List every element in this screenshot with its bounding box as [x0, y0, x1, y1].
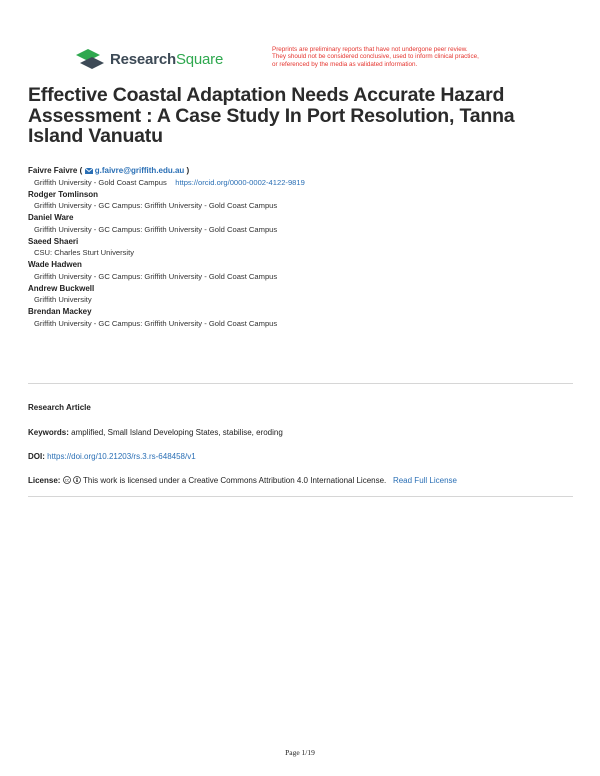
- license-row: [28, 476, 573, 485]
- author-entry: [28, 189, 573, 213]
- doi-row: [28, 452, 573, 461]
- page-header: [0, 0, 600, 80]
- author-affiliation: Griffith University - GC Campus: Griffith University - Gold Coast Campus: [34, 271, 278, 281]
- brand-name: [110, 51, 223, 68]
- author-name: Wade Hadwen: [28, 260, 82, 269]
- email-wrapper: ( g.faivre@griffith.edu.au ): [79, 166, 190, 175]
- author-name: Rodger Tomlinson: [28, 189, 99, 199]
- author-affiliation: Griffith University: [34, 295, 92, 304]
- notice-line: They should not be considered conclusive, used to inform clinical practice,: [272, 53, 479, 61]
- license-label: License:: [28, 476, 61, 485]
- keywords-value: amplified, Small Island Developing States, stabilise, eroding: [71, 428, 283, 437]
- author-entry: [28, 236, 573, 260]
- keywords-row: [28, 428, 573, 437]
- mail-icon: [85, 168, 93, 174]
- author-name-line: [28, 165, 573, 177]
- author-name: Brendan Mackey: [28, 307, 92, 316]
- author-email-link[interactable]: g.faivre@griffith.edu.au: [94, 166, 185, 175]
- notice-line: or referenced by the media as validated information.: [272, 60, 418, 68]
- keywords-label: Keywords:: [28, 428, 69, 437]
- preprint-notice: [272, 46, 542, 68]
- author-name: Andrew Buckwell: [28, 283, 95, 293]
- author-entry: [28, 306, 573, 330]
- author-entry: [28, 259, 573, 283]
- author-affiliation: Griffith University - GC Campus: Griffith University - Gold Coast Campus: [34, 224, 278, 234]
- attribution-icon: [73, 476, 81, 484]
- orcid-link[interactable]: https://orcid.org/0000-0002-4122-9819: [175, 177, 305, 187]
- brand-main: Research: [110, 50, 176, 68]
- research-square-logo-icon: [75, 48, 105, 70]
- brand-accent: Square: [175, 50, 224, 68]
- divider: [28, 383, 573, 384]
- read-full-license-link[interactable]: Read Full License: [392, 476, 457, 485]
- creative-commons-icon: [63, 476, 71, 484]
- paper-title: Effective Coastal Adaptation Needs Accurate Hazard Assessment : A Case Study In Port Resolution, Tanna Island Vanuatu: [28, 84, 515, 147]
- author-name: Daniel Ware: [28, 213, 74, 222]
- doi-link[interactable]: https://doi.org/10.21203/rs.3.rs-648458/v1: [47, 452, 196, 461]
- author-name: Faivre Faivre: [28, 166, 78, 175]
- divider: [28, 496, 573, 497]
- author-name: Saeed Shaeri: [28, 236, 79, 246]
- license-text: This work is licensed under a Creative Commons Attribution 4.0 International License.: [83, 476, 387, 485]
- author-affiliation: Griffith University - Gold Coast Campus: [34, 177, 167, 187]
- author-entry: [28, 165, 573, 189]
- article-type: Research Article: [28, 403, 91, 412]
- author-list: [28, 165, 573, 330]
- author-affiliation: CSU: Charles Sturt University: [34, 248, 135, 257]
- author-affiliation-line: [28, 177, 573, 189]
- author-entry: [28, 212, 573, 236]
- notice-line: Preprints are preliminary reports that have not undergone peer review.: [272, 46, 468, 53]
- research-square-logo[interactable]: [75, 48, 223, 70]
- author-affiliation: Griffith University - GC Campus: Griffith University - Gold Coast Campus: [34, 201, 278, 210]
- author-entry: [28, 283, 573, 307]
- doi-label: DOI:: [28, 452, 45, 461]
- author-affiliation: Griffith University - GC Campus: Griffith University - Gold Coast Campus: [34, 318, 278, 328]
- page-number: Page 1/19: [285, 748, 315, 757]
- svg-text:cc: cc: [64, 477, 69, 483]
